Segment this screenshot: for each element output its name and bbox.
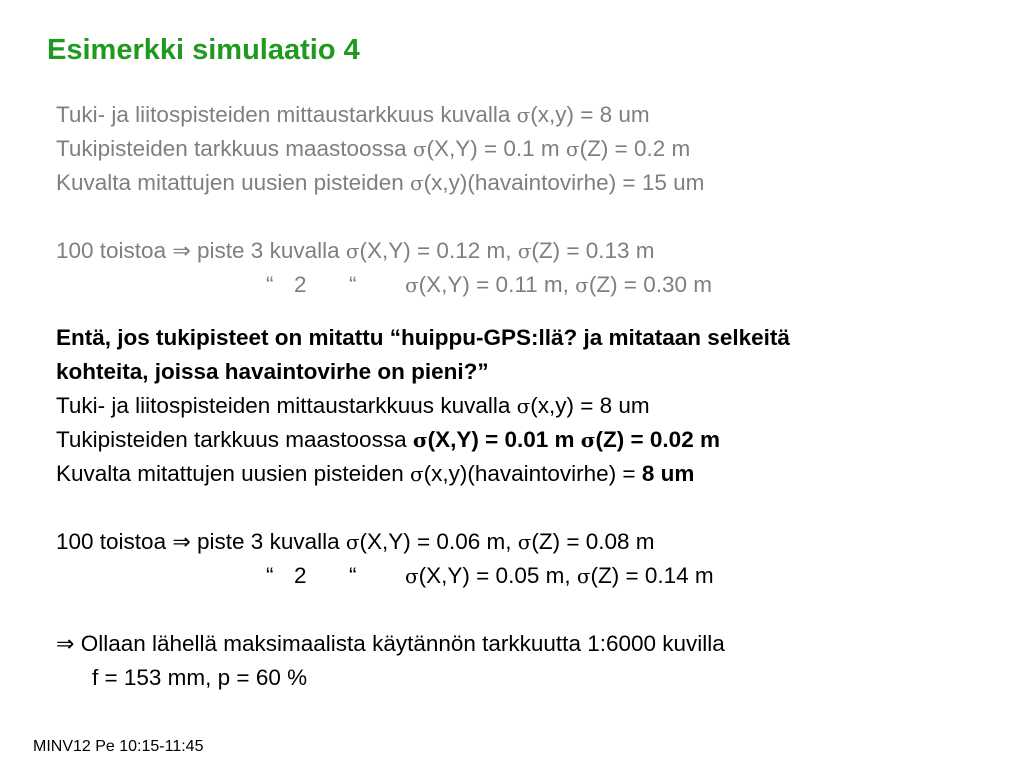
sigma-symbol: σ bbox=[409, 462, 424, 486]
sigma-symbol: σ bbox=[409, 171, 424, 195]
sigma-symbol: σ bbox=[345, 530, 360, 554]
result-line-point-2: “ 2 “ σ(X,Y) = 0.11 m, σ(Z) = 0.30 m bbox=[266, 272, 712, 297]
sigma-symbol: σ bbox=[405, 273, 419, 297]
result-line-point-3: 100 toistoa ⇒ piste 3 kuvalla σ(X,Y) = 0.12 m, σ(Z) = 0.13 m bbox=[56, 238, 655, 264]
parameter-line-ground-accuracy: Tukipisteiden tarkkuus maastoossa σ(X,Y) = 0.01 m σ(Z) = 0.02 m bbox=[56, 427, 720, 452]
question-line-1: Entä, jos tukipisteet on mitattu “huippu-GPS:llä? ja mitataan selkeitä bbox=[56, 325, 790, 350]
sigma-symbol: σ bbox=[580, 428, 596, 452]
sigma-symbol: σ bbox=[576, 564, 591, 588]
result-line-point-2: “ 2 “ σ(X,Y) = 0.05 m, σ(Z) = 0.14 m bbox=[266, 563, 714, 588]
sigma-symbol: σ bbox=[565, 137, 580, 161]
implies-arrow-icon: ⇒ bbox=[172, 239, 191, 264]
implies-arrow-icon: ⇒ bbox=[56, 632, 75, 657]
parameter-line-image-accuracy: Tuki- ja liitospisteiden mittaustarkkuus kuvalla σ(x,y) = 8 um bbox=[56, 393, 650, 418]
parameter-line-ground-accuracy: Tukipisteiden tarkkuus maastoossa σ(X,Y) = 0.1 m σ(Z) = 0.2 m bbox=[56, 136, 691, 161]
conclusion-line-2: f = 153 mm, p = 60 % bbox=[92, 665, 308, 690]
parameter-line-image-accuracy: Tuki- ja liitospisteiden mittaustarkkuus kuvalla σ(x,y) = 8 um bbox=[56, 102, 650, 127]
implies-arrow-icon: ⇒ bbox=[172, 530, 191, 555]
sigma-symbol: σ bbox=[517, 530, 532, 554]
parameter-line-measurement-error: Kuvalta mitattujen uusien pisteiden σ(x,y)(havaintovirhe) = 15 um bbox=[56, 170, 705, 195]
sigma-symbol: σ bbox=[405, 564, 419, 588]
sigma-symbol: σ bbox=[345, 239, 360, 263]
footer-text: MINV12 Pe 10:15-11:45 bbox=[33, 738, 204, 755]
sigma-symbol: σ bbox=[412, 428, 428, 452]
simulation-block-1 bbox=[56, 98, 712, 302]
sigma-symbol: σ bbox=[517, 239, 532, 263]
sigma-symbol: σ bbox=[516, 103, 531, 127]
result-line-point-3: 100 toistoa ⇒ piste 3 kuvalla σ(X,Y) = 0.06 m, σ(Z) = 0.08 m bbox=[56, 529, 655, 555]
simulation-block-2 bbox=[56, 321, 790, 695]
parameter-line-measurement-error: Kuvalta mitattujen uusien pisteiden σ(x,y)(havaintovirhe) = 8 um bbox=[56, 461, 695, 486]
sigma-symbol: σ bbox=[412, 137, 427, 161]
sigma-symbol: σ bbox=[575, 273, 589, 297]
question-line-2: kohteita, joissa havaintovirhe on pieni?” bbox=[56, 359, 489, 384]
conclusion-line-1: ⇒ Ollaan lähellä maksimaalista käytännön tarkkuutta 1:6000 kuvilla bbox=[56, 631, 725, 657]
sigma-symbol: σ bbox=[516, 394, 531, 418]
slide-title: Esimerkki simulaatio 4 bbox=[47, 34, 360, 66]
